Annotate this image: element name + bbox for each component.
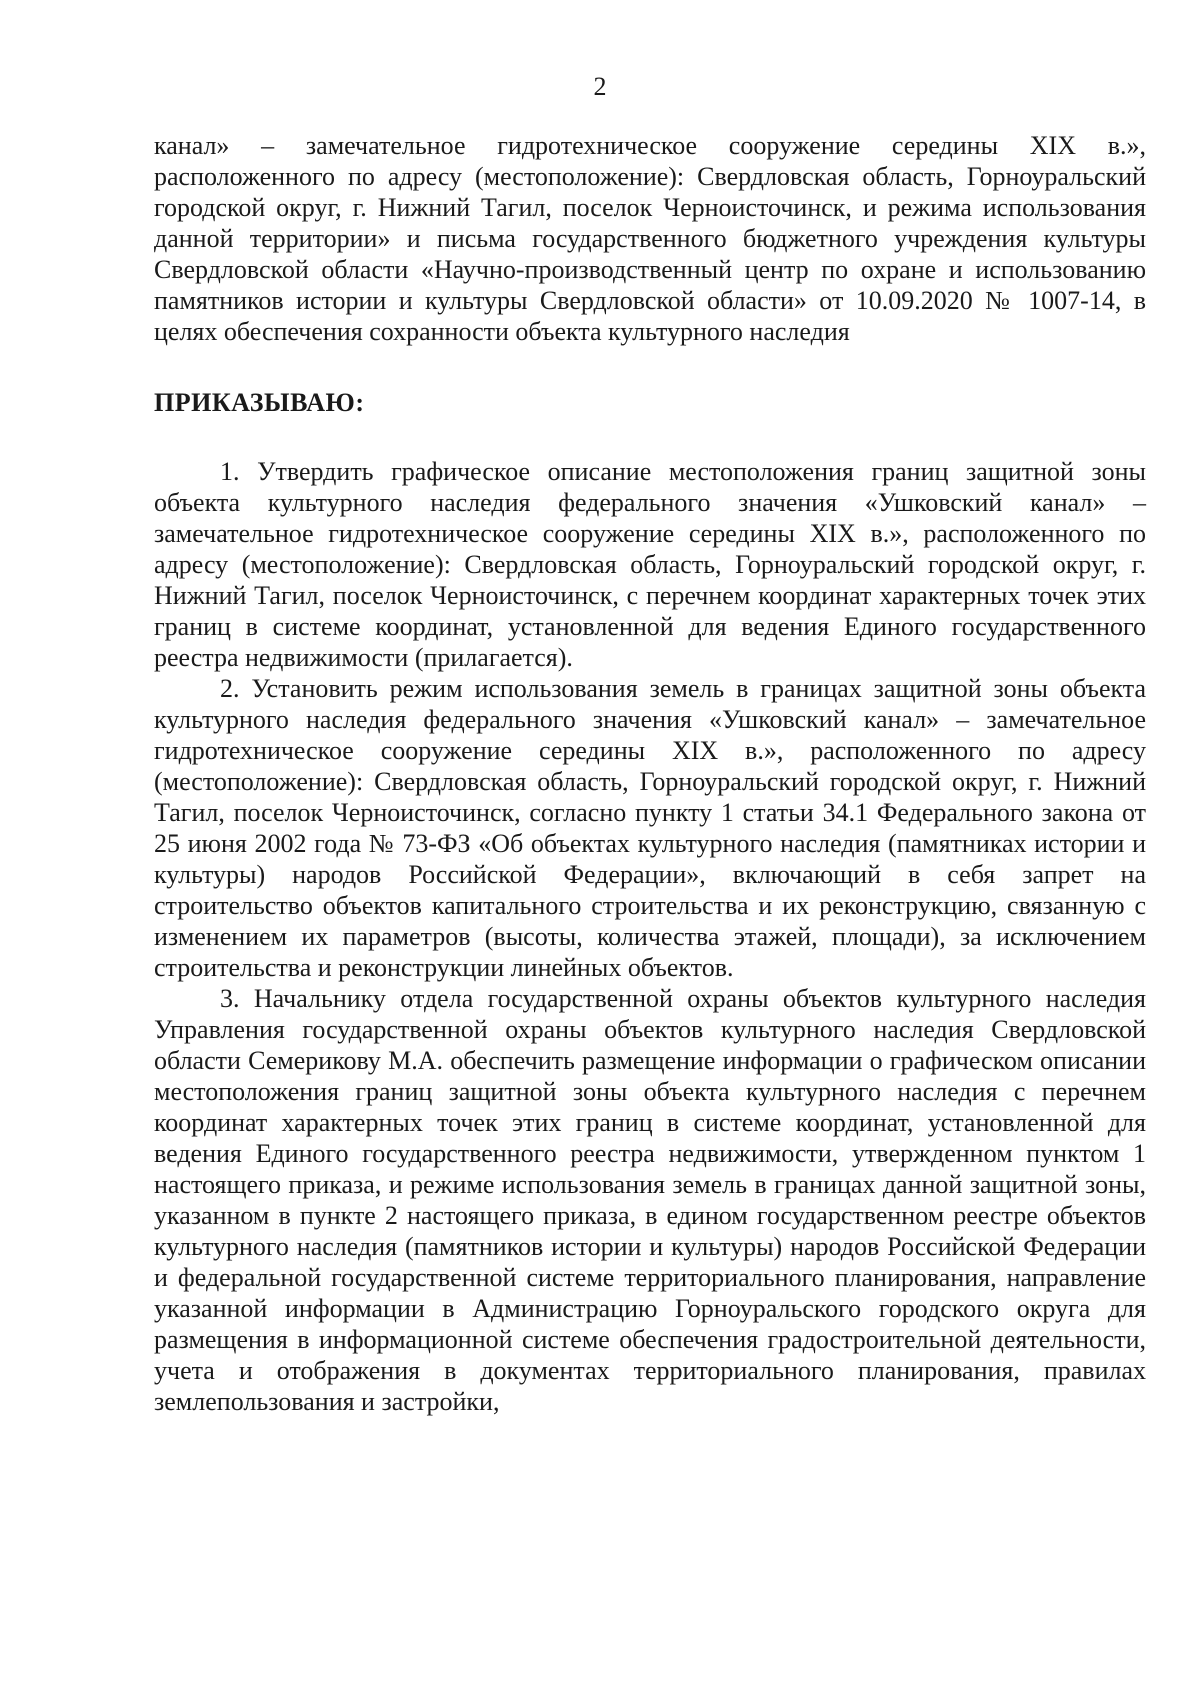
page-number: 2 (593, 72, 607, 101)
intro-paragraph: канал» – замечательное гидротехническое сооружение середины XIX в.», расположенного по адресу (местоположение): Свердловская область, Горноуральский городской округ, г. Нижний Тагил, поселок Черноисточинск, и режима использования данной территории» и письма государственного бюджетного учреждения культуры Свердловской области «Научно-производственный центр по охране и использованию памятников истории и культуры Свердловской области» от 10.09.2020 № 1007-14, в целях обеспечения сохранности объекта культурного наследия (154, 131, 1146, 346)
order-item-1: 1. Утвердить графическое описание местоположения границ защитной зоны объекта культурного наследия федерального значения «Ушковский канал» – замечательное гидротехническое сооружение середины XIX в.», расположенного по адресу (местоположение): Свердловская область, Горноуральский городской округ, г. Нижний Тагил, поселок Черноисточинск, с перечнем координат характерных точек этих границ в системе координат, установленной для ведения Единого государственного реестра недвижимости (прилагается). (154, 457, 1146, 672)
order-item-3: 3. Начальнику отдела государственной охраны объектов культурного наследия Управления государственной охраны объектов культурного наследия Свердловской области Семерикову М.А. обеспечить размещение информации о графическом описании местоположения границ защитной зоны объекта культурного наследия с перечнем координат характерных точек этих границ в системе координат, установленной для ведения Единого государственного реестра недвижимости, утвержденном пунктом 1 настоящего приказа, и режиме использования земель в границах данной защитной зоны, указанном в пункте 2 настоящего приказа, в едином государственном реестре объектов культурного наследия (памятников истории и культуры) народов Российской Федерации и федеральной государственной системе территориального планирования, направление указанной информации в Администрацию Горноуральского городского округа для размещения в информационной системе обеспечения градостроительной деятельности, учета и отображения в документах территориального планирования, правилах землепользования и застройки, (154, 984, 1146, 1416)
order-item-2: 2. Установить режим использования земель в границах защитной зоны объекта культурного наследия федерального значения «Ушковский канал» – замечательное гидротехническое сооружение середины XIX в.», расположенного по адресу (местоположение): Свердловская область, Горноуральский городской округ, г. Нижний Тагил, поселок Черноисточинск, согласно пункту 1 статьи 34.1 Федерального закона от 25 июня 2002 года № 73-ФЗ «Об объектах культурного наследия (памятниках истории и культуры) народов Российской Федерации», включающий в себя запрет на строительство объектов капитального строительства и их реконструкцию, связанную с изменением их параметров (высоты, количества этажей, площади), за исключением строительства и реконструкции линейных объектов. (154, 674, 1146, 982)
order-heading: ПРИКАЗЫВАЮ: (154, 388, 365, 417)
document-body (154, 130, 1146, 1417)
